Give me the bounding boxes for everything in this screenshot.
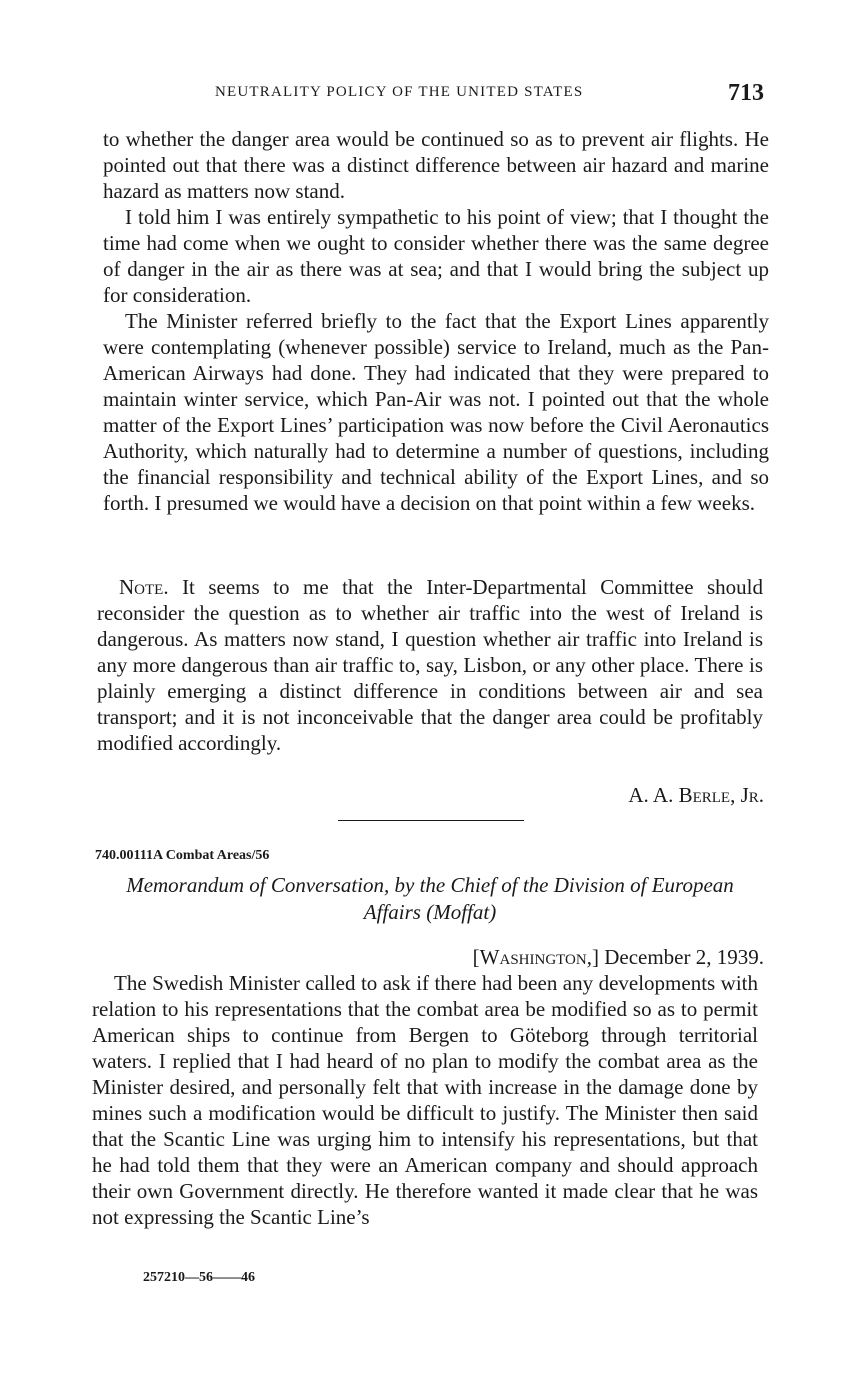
memo-title: Memorandum of Conversation, by the Chief of the Division of European Affairs (Moffat) xyxy=(126,873,734,924)
file-reference: 740.00111A Combat Areas/56 xyxy=(95,848,270,863)
page-number: 713 xyxy=(728,80,764,106)
print-code: 257210—56——46 xyxy=(143,1270,255,1285)
note-text: It seems to me that the Inter-Departmental Committee should reconsider the question as to whether air traffic into the west of Ireland is dangerous. As matters now stand, I question whether air traffic into Ireland is any more dangerous than air traffic to, say, Lisbon, or any other place. There is plainly emerging a distinct difference in conditions between air and sea transport; and it is not inconceivable that the danger area could be profitably modified accordingly. xyxy=(97,575,764,755)
running-title: NEUTRALITY POLICY OF THE UNITED STATES xyxy=(215,84,584,100)
paragraph: to whether the danger area would be continued so as to prevent air flights. He pointed out that there was a distinct difference between air hazard and marine hazard as matters now stand. xyxy=(103,127,769,203)
note-label: Note. xyxy=(119,575,169,599)
note-block xyxy=(97,574,763,756)
dateline: [Washington,] December 2, 1939. xyxy=(472,945,764,969)
previous-memo-body xyxy=(103,126,769,516)
section-divider xyxy=(338,820,524,821)
signature: A. A. Berle, Jr. xyxy=(628,783,764,807)
paragraph: The Minister referred briefly to the fact that the Export Lines apparently were contemplating (whenever possible) service to Ireland, much as the Pan-American Airways had done. They had indicated that they were prepared to maintain winter service, which Pan-Air was not. I pointed out that the whole matter of the Export Lines’ participation was now before the Civil Aeronautics Authority, which naturally had to determine a number of questions, including the financial responsibility and technical ability of the Export Lines, and so forth. I presumed we would have a decision on that point within a few weeks. xyxy=(103,309,769,515)
dateline-date: December 2, 1939. xyxy=(604,945,764,969)
memo-body xyxy=(92,970,758,1230)
note-paragraph xyxy=(97,574,763,756)
paragraph: I told him I was entirely sympathetic to his point of view; that I thought the time had come when we ought to consider whether there was the same degree of danger in the air as there was at sea; and that I would bring the subject up for consideration. xyxy=(103,205,769,307)
paragraph: The Swedish Minister called to ask if there had been any developments with relation to his representations that the combat area be modified so as to permit American ships to continue from Bergen to Göteborg through territorial waters. I replied that I had heard of no plan to modify the combat area as the Minister desired, and personally felt that with increase in the damage done by mines such a modification would be difficult to justify. The Minister then said that the Scantic Line was urging him to intensify his representations, but that he had told them that they were an American company and should approach their own Government directly. He therefore wanted it made clear that he was not expressing the Scantic Line’s xyxy=(92,971,758,1229)
dateline-place: Washington, xyxy=(479,945,592,969)
